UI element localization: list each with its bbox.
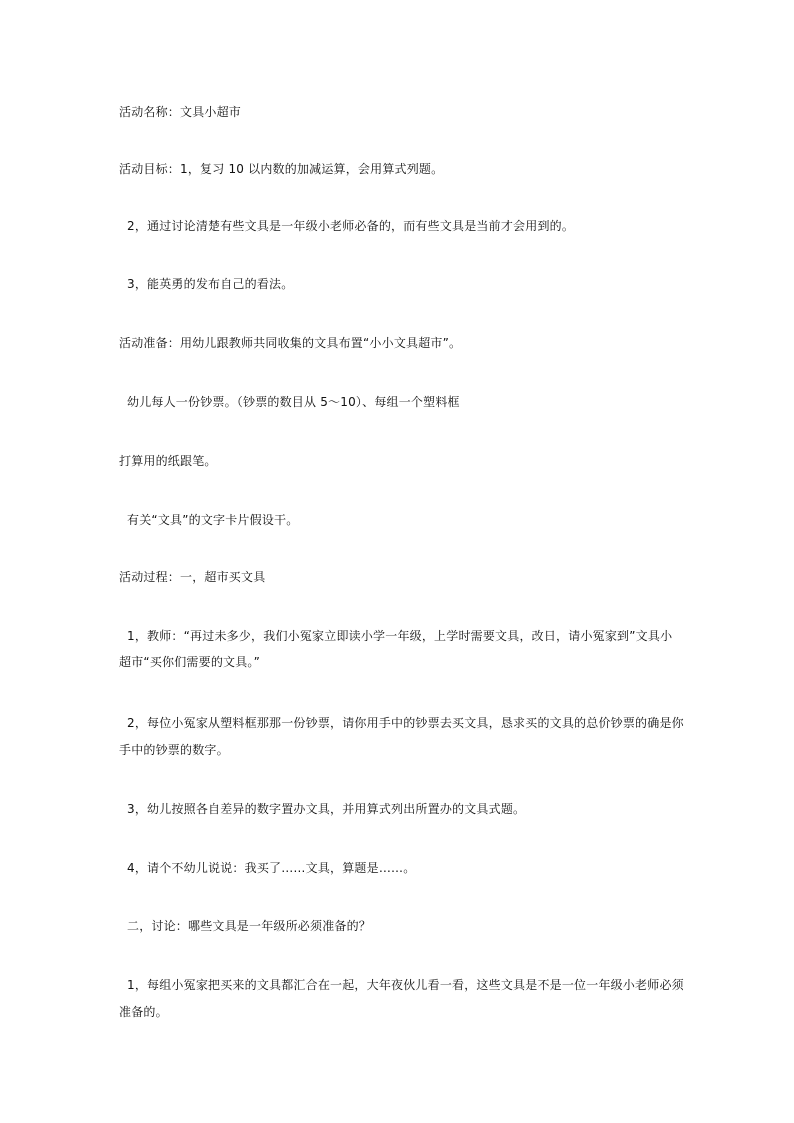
activity-preparation: 活动准备：用幼儿跟教师共同收集的文具布置“小小文具超市”。 [119,336,462,350]
discussion-heading: 二，讨论：哪些文具是一年级所必须准备的？ [127,919,372,933]
preparation-paper-pen: 打算用的纸跟笔。 [119,454,217,468]
discussion-step-1-line-2: 准备的。 [119,1005,168,1019]
activity-process-heading: 活动过程：一，超市买文具 [119,570,266,584]
process-step-4: 4，请个不幼儿说说：我买了……文具，算题是……。 [127,861,416,875]
activity-goal-1: 活动目标：1，复习 10 以内数的加减运算，会用算式列题。 [119,162,444,176]
process-step-1-line-2: 超市“买你们需要的文具。” [119,655,261,669]
activity-name: 活动名称：文具小超市 [119,105,242,119]
discussion-step-1-line-1: 1，每组小冤家把买来的文具都汇合在一起，大年夜伙儿看一看，这些文具是不是一位一年级小老师必须 [127,978,684,992]
process-step-1-line-1: 1，教师：“再过未多少，我们小冤家立即读小学一年级，上学时需要文具，改日，请小冤家到”文具小 [127,629,673,643]
activity-goal-2: 2，通过讨论清楚有些文具是一年级小老师必备的，而有些文具是当前才会用到的。 [127,219,575,233]
process-step-2-line-1: 2，每位小冤家从塑料框那那一份钞票，请你用手中的钞票去买文具，恳求买的文具的总价钞票的确是你 [127,716,684,730]
process-step-3: 3，幼儿按照各自差异的数字置办文具，并用算式列出所置办的文具式题。 [127,802,526,816]
process-step-2-line-2: 手中的钞票的数字。 [119,743,229,757]
preparation-word-cards: 有关“文具”的文字卡片假设干。 [127,513,299,527]
preparation-money: 幼儿每人一份钞票。（钞票的数目从 5～10）、每组一个塑料框 [127,395,460,409]
activity-goal-3: 3，能英勇的发布自己的看法。 [127,277,294,291]
